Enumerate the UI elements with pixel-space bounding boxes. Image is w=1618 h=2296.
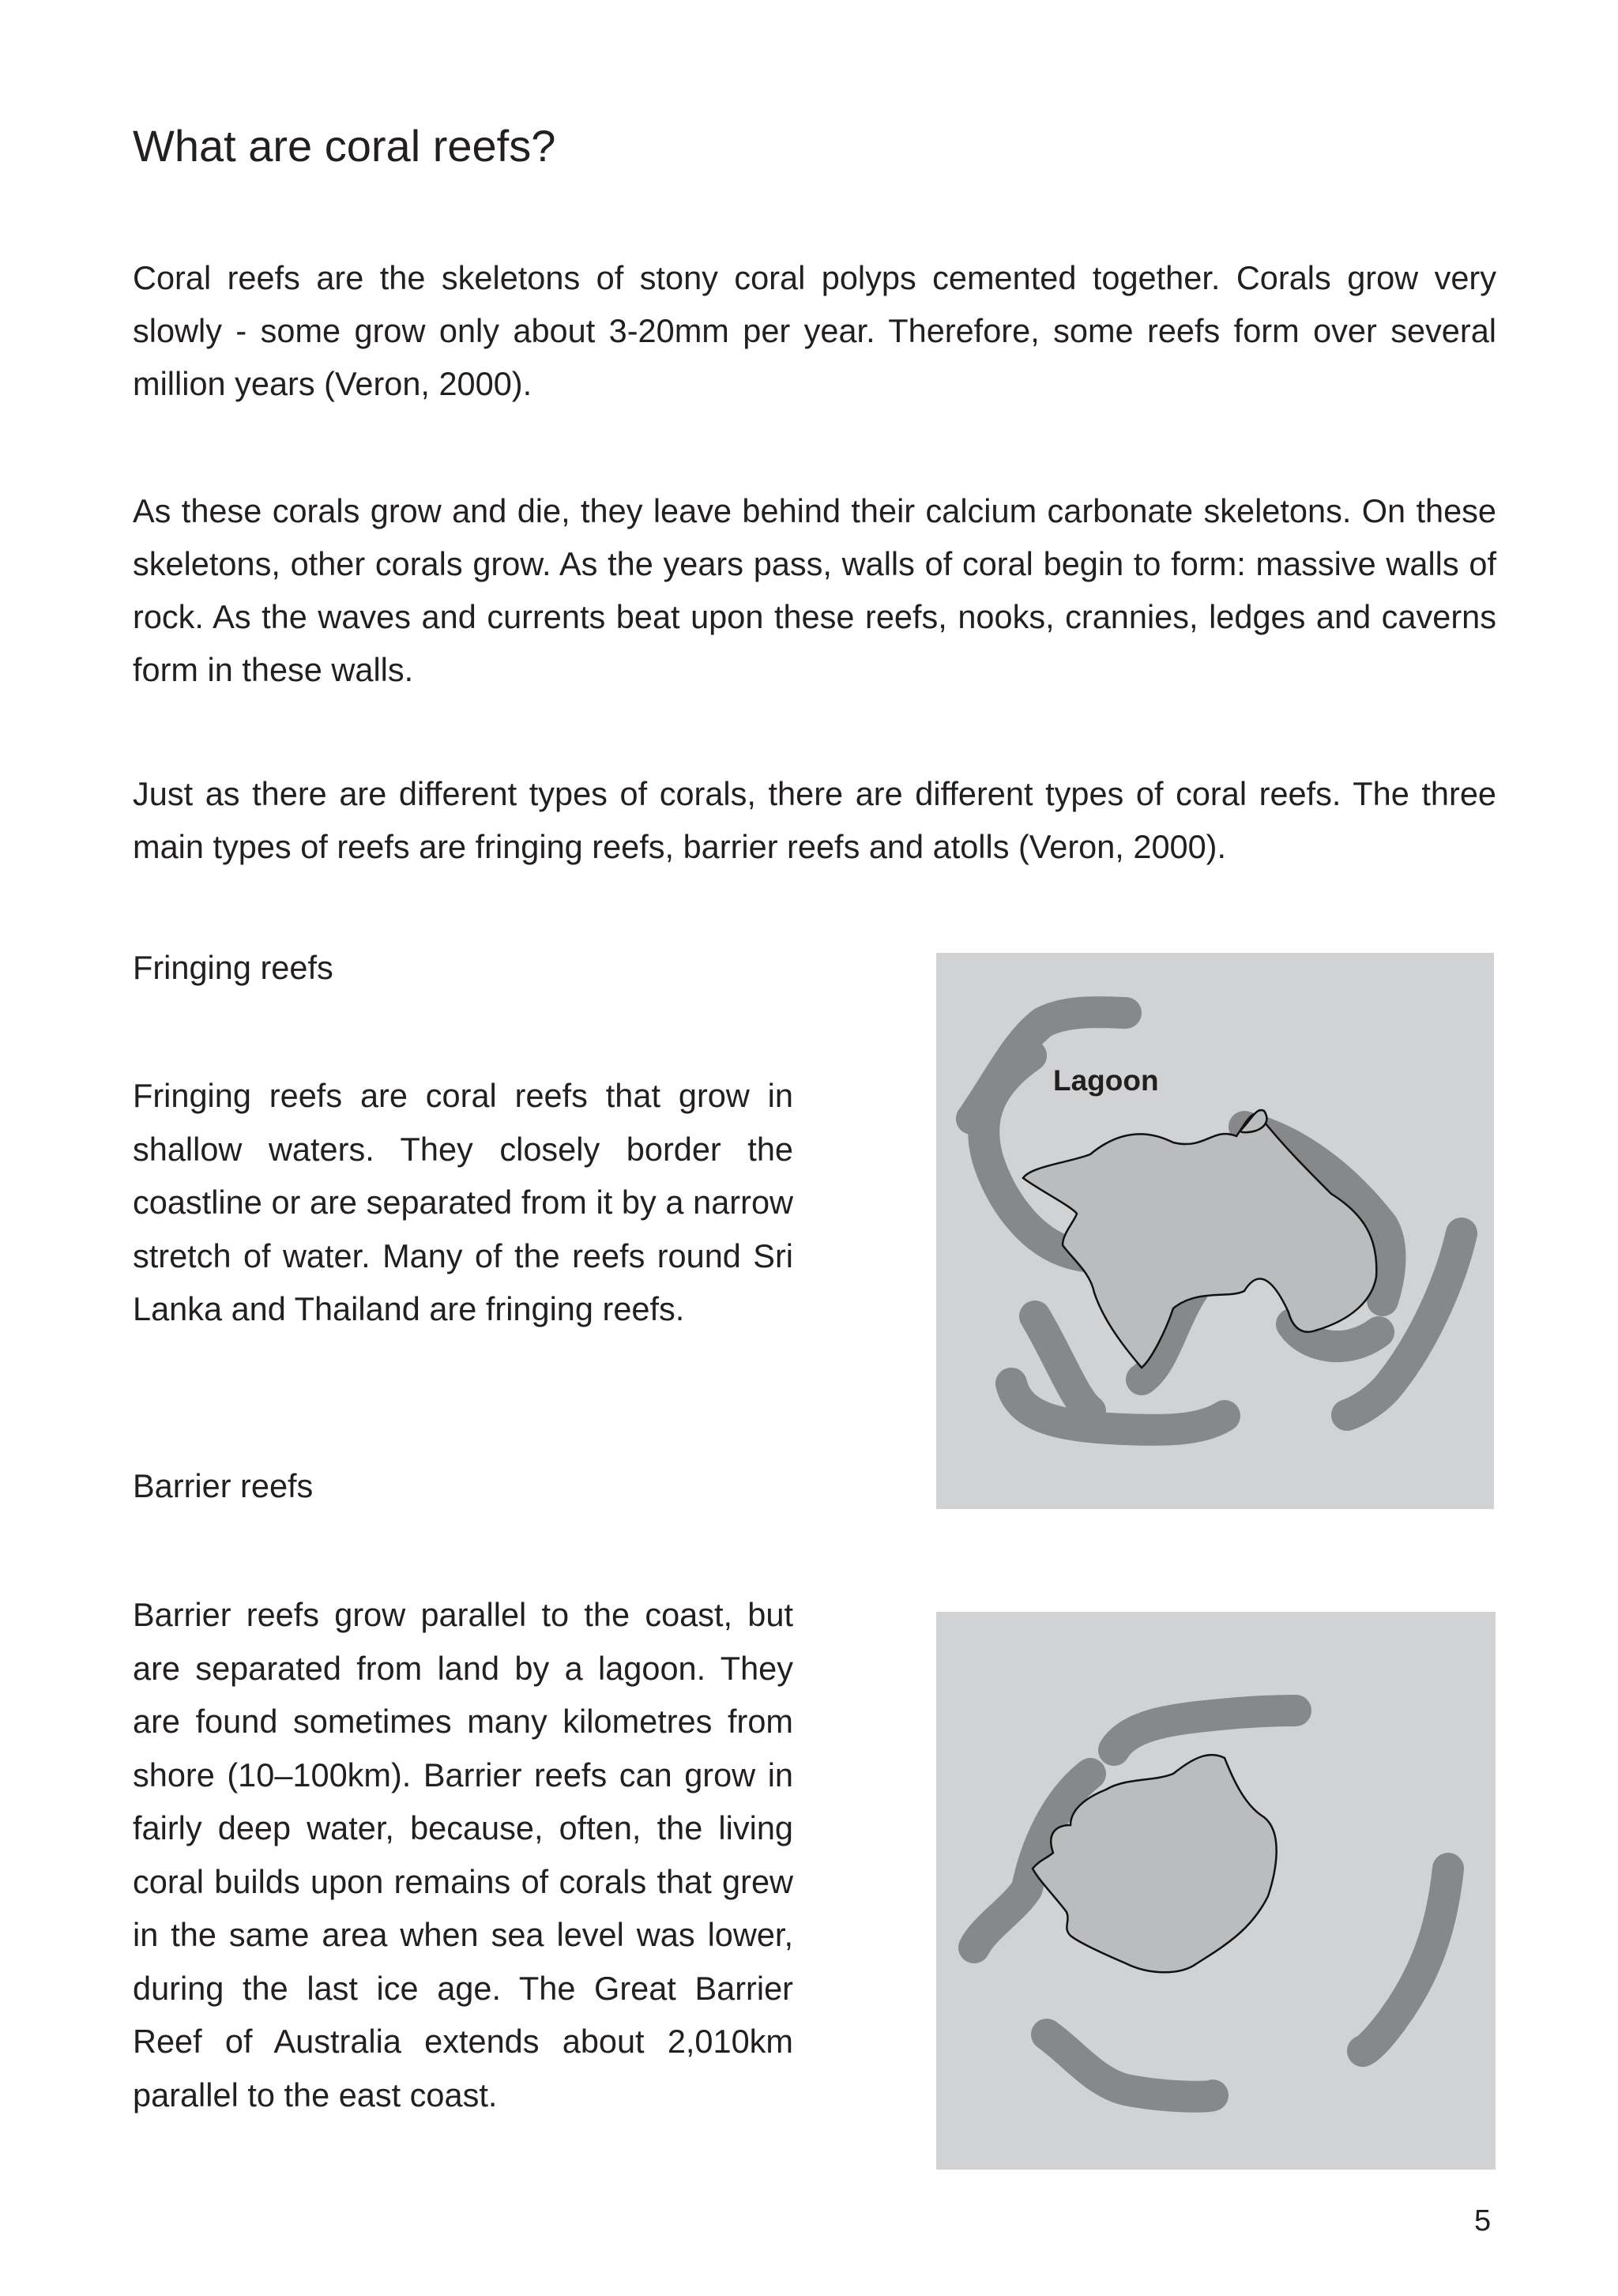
fringing-reef-diagram bbox=[936, 953, 1494, 1509]
reef-band-right bbox=[1363, 1869, 1448, 2051]
intro-paragraph-3: Just as there are different types of corals, there are different types of coral reefs. The three main types of reefs are fringing reefs, barrier reefs and atolls (Veron, 2000). bbox=[133, 775, 1496, 865]
barrier-reefs-heading: Barrier reefs bbox=[133, 1467, 314, 1504]
reef-band-bottom bbox=[1047, 2034, 1213, 2097]
lagoon-label: Lagoon bbox=[1053, 1064, 1159, 1097]
intro-paragraph-2: As these corals grow and die, they leave behind their calcium carbonate skeletons. On these skeletons, other corals grow. As the years pass, walls of coral begin to form: massive walls of rock. As the waves and currents beat upon these reefs, nooks, crannies, ledges and caverns form in these walls. bbox=[133, 492, 1496, 688]
page-title: What are coral reefs? bbox=[133, 121, 556, 171]
fringing-reefs-heading: Fringing reefs bbox=[133, 949, 333, 986]
reef-band-bottom bbox=[1011, 1383, 1225, 1430]
intro-paragraph-1: Coral reefs are the skeletons of stony coral polyps cemented together. Corals grow very slowly - some grow only about 3-20mm per year. Therefore, some reefs form over several million years (Veron, 2000). bbox=[133, 259, 1496, 402]
fringing-reefs-text: Fringing reefs are coral reefs that grow in shallow waters. They closely border the coastline or are separated from it by a narrow stretch of water. Many of the reefs round Sri Lanka and Thailand are fringing reefs. bbox=[133, 1077, 793, 1327]
reef-segment-mid bbox=[1035, 1316, 1090, 1411]
reef-band-top bbox=[1114, 1711, 1296, 1750]
barrier-reefs-text: Barrier reefs grow parallel to the coast, but are separated from land by a lagoon. They are found sometimes many kilometres from shore (10–100km). Barrier reefs can grow in fairly deep water, because, often, the living coral builds upon remains of corals that grew in the same area when sea level was lower, during the last ice age. The Great Barrier Reef of Australia extends about 2,010km parallel to the east coast. bbox=[133, 1596, 793, 2113]
page-number: 5 bbox=[1474, 2204, 1492, 2238]
barrier-reef-diagram bbox=[936, 1612, 1496, 2170]
